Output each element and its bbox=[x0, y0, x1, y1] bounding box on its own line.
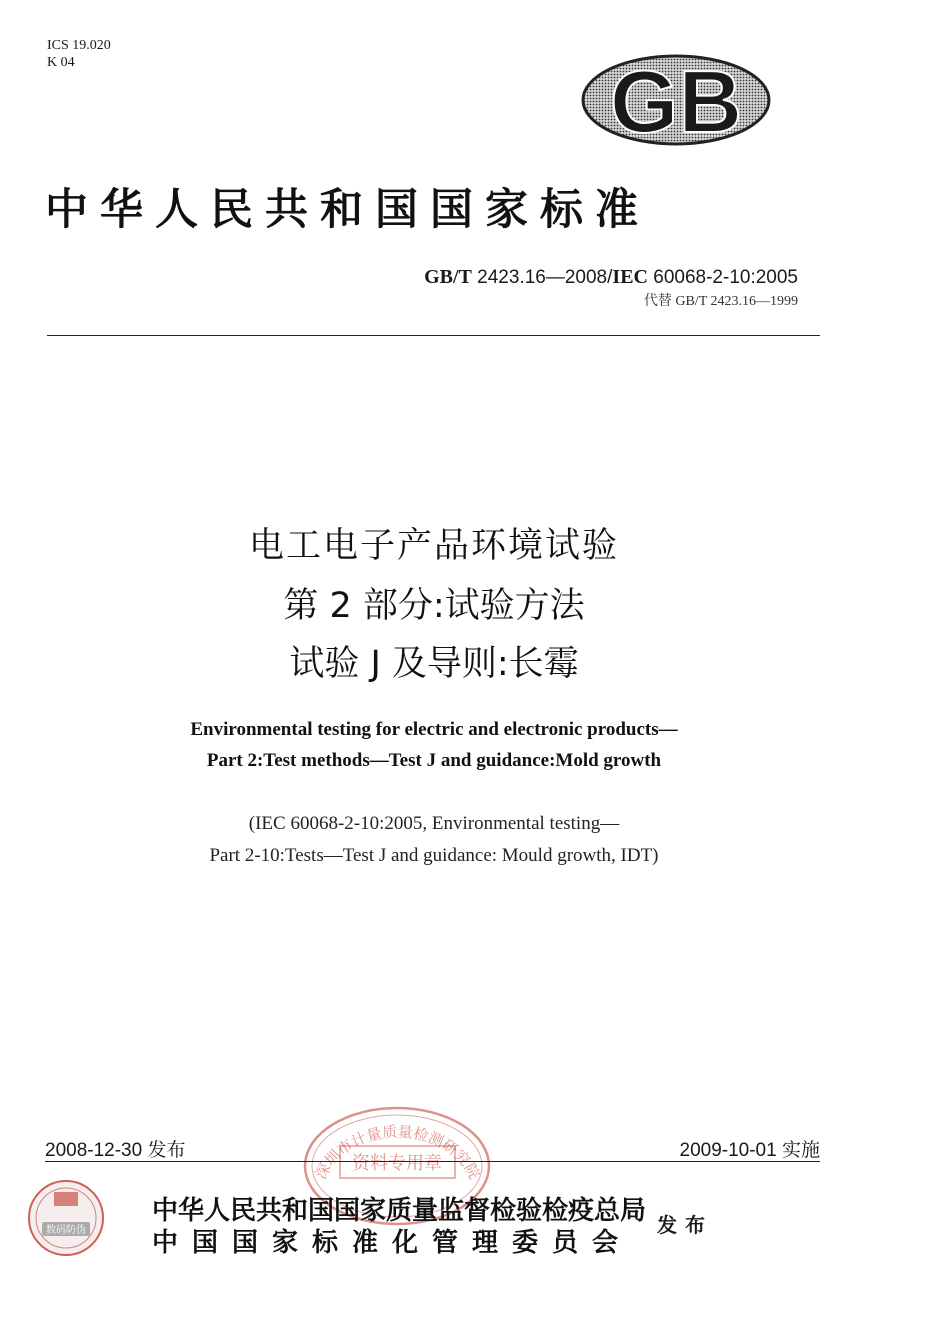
issue-date bbox=[45, 1135, 186, 1162]
issuer-sac: 中国国家标准化管理委员会 bbox=[152, 1228, 633, 1258]
svg-text:资料专用章: 资料专用章 bbox=[352, 1153, 442, 1174]
iec-prefix: IEC bbox=[612, 266, 648, 288]
replaces-standard: 代替 GB/T 2423.16—1999 bbox=[643, 294, 798, 309]
effective-date-value: 2009-10-01 bbox=[679, 1140, 777, 1161]
svg-text:数码防伪: 数码防伪 bbox=[46, 1225, 86, 1236]
iec-reference-line1: (IEC 60068-2-10:2005, Environmental testing— bbox=[248, 813, 620, 834]
classification-codes bbox=[47, 37, 111, 71]
cn-title-line1: 电工电子产品环境试验 bbox=[248, 526, 619, 566]
svg-text:深圳市计量质量检测研究院: 深圳市计量质量检测研究院 bbox=[311, 1122, 484, 1182]
cn-title-line2: 第 2 部分:试验方法 bbox=[283, 586, 585, 626]
header-divider bbox=[47, 335, 820, 336]
ccs-code: K 04 bbox=[47, 55, 75, 70]
gbt-number: 2423.16—2008/ bbox=[471, 267, 613, 288]
iec-reference-line2: Part 2-10:Tests—Test J and guidance: Mould growth, IDT) bbox=[209, 845, 659, 866]
en-title-line1: Environmental testing for electric and electronic products— bbox=[190, 719, 678, 740]
svg-text:GB: GB bbox=[610, 52, 742, 148]
effective-date bbox=[680, 1135, 821, 1162]
iec-number: 60068-2-10:2005 bbox=[647, 267, 798, 288]
cn-title-line3: 试验 J 及导则:长霉 bbox=[289, 644, 579, 684]
standard-number bbox=[424, 266, 798, 289]
issuer-aqsiq: 中华人民共和国国家质量监督检验检疫总局 bbox=[152, 1196, 647, 1226]
issue-date-label: 发布 bbox=[147, 1140, 186, 1161]
effective-date-label: 实施 bbox=[781, 1140, 820, 1161]
date-divider bbox=[45, 1161, 820, 1162]
gb-logo bbox=[580, 52, 772, 148]
national-standard-title: 中华人民共和国国家标准 bbox=[45, 185, 650, 235]
issue-date-value: 2008-12-30 bbox=[45, 1140, 143, 1161]
gbt-prefix: GB/T bbox=[424, 266, 472, 288]
anti-counterfeit-seal bbox=[24, 1178, 108, 1258]
ics-code: ICS 19.020 bbox=[47, 38, 111, 53]
en-title-line2: Part 2:Test methods—Test J and guidance:Mold growth bbox=[206, 750, 662, 771]
publish-label: 发布 bbox=[657, 1213, 713, 1237]
